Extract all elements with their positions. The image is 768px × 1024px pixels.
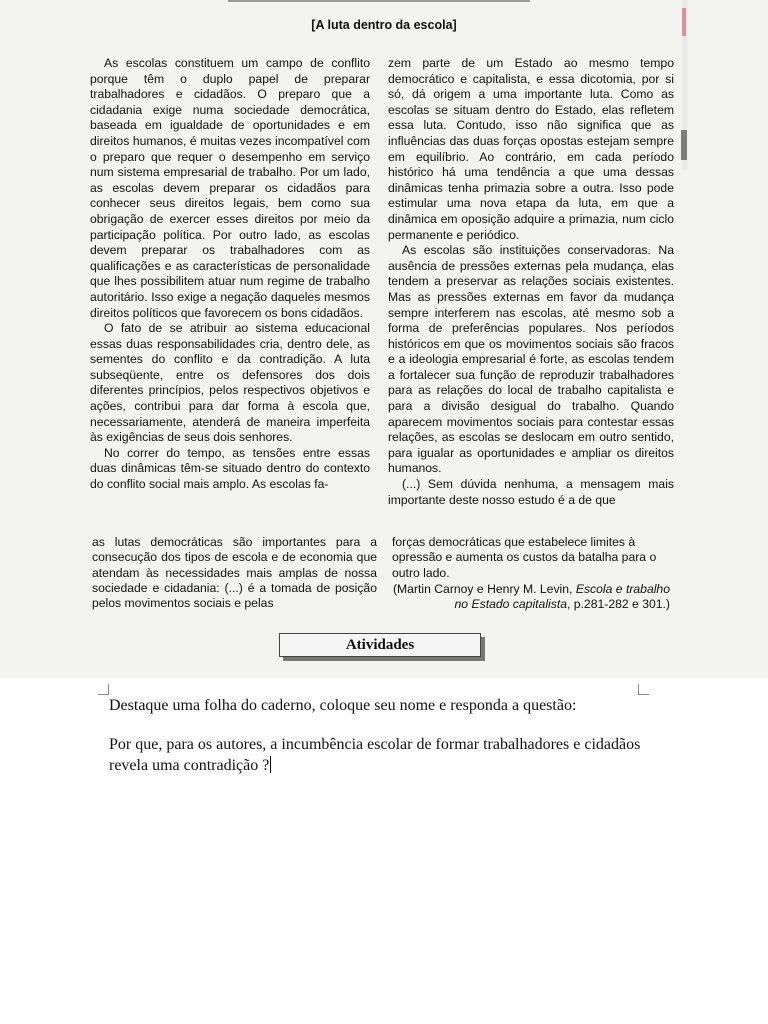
margin-corner-right	[638, 684, 649, 695]
citation-pages: , p.281-282 e 301.)	[567, 597, 670, 612]
edge-tab	[681, 130, 687, 160]
paragraph: zem parte de um Estado ao mesmo tempo democrático e capitalista, e essa dicotomia, por si só, dá origem a uma importante luta. Como as escolas se situam dentro do Estado, elas refletem essa luta. Contudo, isso não significa que as influências das duas forças opostas estejam sempre em equilíbrio. Ao contrário, em cada período histórico há uma tendência a que uma dessas dinâmicas tenha primazia sobre a outra. Isso pode estimular uma nova etapa da luta, em que a dinâmica em oposição adquire a primazia, num ciclo permanente e periódico.	[388, 56, 674, 242]
scan-top-rule	[228, 0, 530, 2]
paragraph: As escolas constituem um campo de conflito porque têm o duplo papel de preparar trabalhadores e cidadãos. O preparo que a cidadania exige numa sociedade democrática, baseada em igualdade de oportunidades e em direitos humanos, é muitas vezes incompatível com o preparo que requer o desempenho em serviço num sistema empresarial de trabalho. Por um lado, as escolas devem preparar os cidadãos para conhecer seus direitos legais, bem como sua obrigação de exercer esses direitos por meio da participação política. Por outro lado, as escolas devem preparar os trabalhadores com as qualificações e as características de personalidade que lhes possibilitem atuar num regime de trabalho autoritário. Isso exige a negação daqueles mesmos direitos políticos que favorecem os bons cidadãos.	[90, 56, 370, 320]
continuation-right-text: forças democráticas que estabelece limites à opressão e aumenta os custos da batalha para o outro lado.	[392, 535, 657, 580]
paragraph: As escolas são instituições conservadoras. Na ausência de pressões externas pela mudança, elas tendem a preservar as relações sociais existentes. Mas as pressões externas em favor da mudança sempre interferem nas escolas, até mesmo sob a forma de preferências populares. Nos períodos históricos em que os movimentos sociais são fracos e a ideologia empresarial é forte, as escolas tendem a fortalecer sua função de reproduzir trabalhadores para as relações do local de trabalho capitalista e para a divisão desigual do trabalho. Quando aparecem movimentos sociais para contestar essas relações, as escolas se deslocam em outro sentido, para igualar as oportunidades e ampliar os direitos humanos.	[388, 243, 674, 476]
paragraph: No correr do tempo, as tensões entre essas duas dinâmicas têm-se situado dentro do contexto do conflito social mais amplo. As escolas fa-	[90, 445, 370, 492]
citation-authors: (Martin Carnoy e Henry M. Levin,	[392, 581, 576, 596]
continuation-right	[392, 535, 670, 612]
margin-corner-left	[98, 684, 109, 695]
activities-heading-label: Atividades	[279, 633, 481, 657]
paragraph: O fato de se atribuir ao sistema educacional essas duas responsabilidades cria, dentro dele, as sementes do conflito e da contradição. A luta subseqüente, entre os defensores dos dois diferentes princípios, pelos respectivos objetivos e ações, contribui para dar forma à escola que, necessariamente, atenderá de maneira imperfeita às exigências de seus dois senhores.	[90, 321, 370, 445]
activities-heading	[279, 633, 483, 659]
article-title: [A luta dentro da escola]	[311, 18, 457, 32]
citation	[392, 582, 670, 613]
text-cursor	[270, 756, 271, 773]
citation-work: Escola e trabalho no Estado capitalista	[454, 581, 670, 612]
editor-question-text[interactable]	[109, 734, 669, 776]
article-column-right	[388, 56, 674, 508]
paragraph: (...) Sem dúvida nenhuma, a mensagem mais importante deste nosso estudo é a de que	[388, 477, 674, 507]
editor-instruction-text[interactable]: Destaque uma folha do caderno, coloque seu nome e responda a questão:	[109, 697, 577, 714]
editor-question[interactable]: Por que, para os autores, a incumbência escolar de formar trabalhadores e cidadãos revela uma contradição ?	[109, 736, 641, 774]
continuation-left: as lutas democráticas são importantes para a consecução dos tipos de escola e de economia que atendam às necessidades mais amplas de nossa sociedade e cidadania: (...) é a tomada de posição pelos movimentos sociais e pelas	[92, 535, 377, 611]
article-column-left	[90, 56, 370, 493]
